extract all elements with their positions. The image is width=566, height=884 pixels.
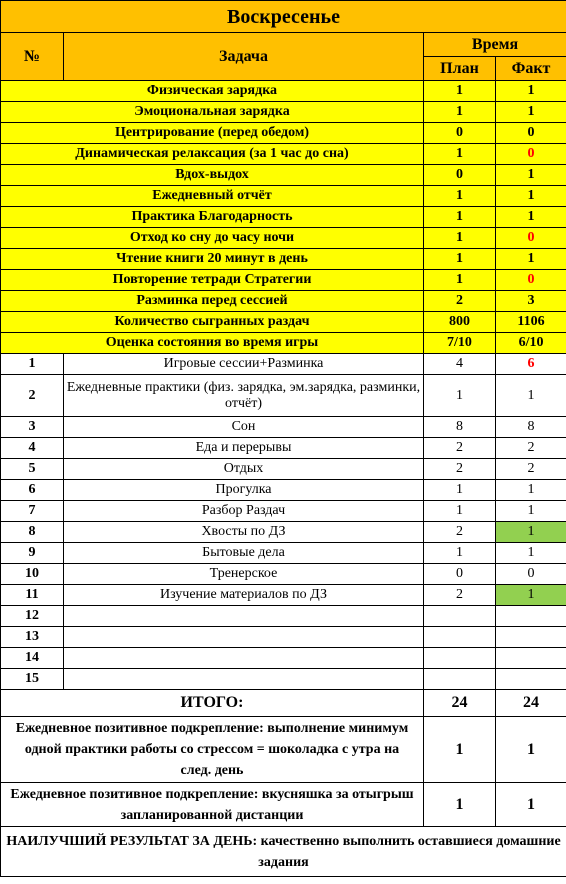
task-name: Ежедневные практики (физ. зарядка, эм.зарядка, разминки, отчёт) [64, 375, 424, 417]
practice-plan: 1 [424, 270, 496, 291]
task-row [1, 354, 566, 375]
practice-fact: 0 [496, 144, 566, 165]
task-number: 8 [1, 522, 64, 543]
task-plan: 2 [424, 585, 496, 606]
task-plan: 1 [424, 375, 496, 417]
practice-fact: 1 [496, 249, 566, 270]
task-plan: 0 [424, 564, 496, 585]
reward-text: Ежедневное позитивное подкрепление: выполнение минимум одной практики работы со стрессом = шоколадка с утра на след. день [1, 717, 424, 783]
practice-task: Повторение тетради Стратегии [1, 270, 424, 291]
practice-plan: 2 [424, 291, 496, 312]
practice-fact: 1 [496, 186, 566, 207]
task-name [64, 669, 424, 690]
task-name: Разбор Раздач [64, 501, 424, 522]
practice-row [1, 228, 566, 249]
task-number: 2 [1, 375, 64, 417]
practice-row [1, 186, 566, 207]
task-number: 10 [1, 564, 64, 585]
task-row [1, 543, 566, 564]
practice-plan: 1 [424, 102, 496, 123]
practice-row [1, 81, 566, 102]
best-result-cell [1, 827, 566, 877]
practice-task: Разминка перед сессией [1, 291, 424, 312]
task-number: 12 [1, 606, 64, 627]
task-row [1, 564, 566, 585]
task-fact: 8 [496, 417, 566, 438]
task-fact: 1 [496, 585, 566, 606]
task-name [64, 606, 424, 627]
best-result-row [1, 827, 566, 877]
task-row [1, 480, 566, 501]
practice-fact: 1 [496, 81, 566, 102]
practice-fact: 6/10 [496, 333, 566, 354]
task-plan [424, 648, 496, 669]
task-row [1, 522, 566, 543]
total-label: ИТОГО: [1, 690, 424, 717]
practice-row [1, 207, 566, 228]
practice-task: Ежедневный отчёт [1, 186, 424, 207]
practice-row [1, 165, 566, 186]
task-name: Игровые сессии+Разминка [64, 354, 424, 375]
task-fact [496, 606, 566, 627]
practice-row [1, 333, 566, 354]
task-row [1, 627, 566, 648]
task-row [1, 375, 566, 417]
task-fact: 2 [496, 438, 566, 459]
practice-plan: 1 [424, 186, 496, 207]
task-row [1, 417, 566, 438]
column-header-task: Задача [64, 33, 424, 81]
task-number: 6 [1, 480, 64, 501]
reward-row [1, 717, 566, 783]
task-number: 9 [1, 543, 64, 564]
task-fact [496, 627, 566, 648]
practice-plan: 0 [424, 123, 496, 144]
practice-fact: 0 [496, 123, 566, 144]
task-plan: 2 [424, 522, 496, 543]
practice-plan: 1 [424, 249, 496, 270]
practice-task: Вдох-выдох [1, 165, 424, 186]
practice-plan: 1 [424, 228, 496, 249]
task-name: Прогулка [64, 480, 424, 501]
task-fact: 1 [496, 480, 566, 501]
task-name: Сон [64, 417, 424, 438]
practice-row [1, 249, 566, 270]
task-row [1, 501, 566, 522]
practice-fact: 1 [496, 207, 566, 228]
column-header-plan: План [424, 57, 496, 81]
task-fact: 1 [496, 543, 566, 564]
task-number: 3 [1, 417, 64, 438]
task-number: 7 [1, 501, 64, 522]
task-plan [424, 606, 496, 627]
task-fact: 0 [496, 564, 566, 585]
practice-row [1, 144, 566, 165]
practice-task: Чтение книги 20 минут в день [1, 249, 424, 270]
task-row [1, 606, 566, 627]
total-plan: 24 [424, 690, 496, 717]
task-name: Бытовые дела [64, 543, 424, 564]
task-name [64, 648, 424, 669]
column-header-number: № [1, 33, 64, 81]
total-fact: 24 [496, 690, 566, 717]
practice-plan: 800 [424, 312, 496, 333]
task-fact: 1 [496, 375, 566, 417]
task-name: Отдых [64, 459, 424, 480]
task-plan [424, 627, 496, 648]
practice-fact: 0 [496, 228, 566, 249]
practice-task: Физическая зарядка [1, 81, 424, 102]
practice-task: Отход ко сну до часу ночи [1, 228, 424, 249]
task-fact: 1 [496, 501, 566, 522]
task-number: 15 [1, 669, 64, 690]
task-row [1, 438, 566, 459]
practice-row [1, 270, 566, 291]
best-result-label: НАИЛУЧШИЙ РЕЗУЛЬТАТ ЗА ДЕНЬ: [6, 833, 258, 849]
task-number: 5 [1, 459, 64, 480]
reward-plan: 1 [424, 717, 496, 783]
task-plan [424, 669, 496, 690]
practice-task: Количество сыгранных раздач [1, 312, 424, 333]
practice-fact: 1 [496, 102, 566, 123]
practice-row [1, 123, 566, 144]
task-fact: 6 [496, 354, 566, 375]
task-number: 14 [1, 648, 64, 669]
practice-fact: 0 [496, 270, 566, 291]
task-plan: 1 [424, 480, 496, 501]
task-name: Тренерское [64, 564, 424, 585]
total-row [1, 690, 566, 717]
practice-fact: 1106 [496, 312, 566, 333]
reward-row [1, 783, 566, 827]
task-row [1, 585, 566, 606]
task-plan: 1 [424, 501, 496, 522]
task-name: Хвосты по ДЗ [64, 522, 424, 543]
task-row [1, 669, 566, 690]
practice-plan: 7/10 [424, 333, 496, 354]
practice-task: Динамическая релаксация (за 1 час до сна) [1, 144, 424, 165]
task-plan: 4 [424, 354, 496, 375]
practice-task: Эмоциональная зарядка [1, 102, 424, 123]
task-plan: 2 [424, 438, 496, 459]
practice-plan: 1 [424, 207, 496, 228]
task-plan: 8 [424, 417, 496, 438]
column-header-fact: Факт [496, 57, 566, 81]
column-header-time: Время [424, 33, 566, 57]
practice-row [1, 312, 566, 333]
reward-fact: 1 [496, 783, 566, 827]
reward-plan: 1 [424, 783, 496, 827]
task-plan: 1 [424, 543, 496, 564]
task-number: 11 [1, 585, 64, 606]
task-fact: 2 [496, 459, 566, 480]
day-title: Воскресенье [1, 1, 566, 33]
practice-fact: 3 [496, 291, 566, 312]
task-name [64, 627, 424, 648]
practice-task: Центрирование (перед обедом) [1, 123, 424, 144]
practice-row [1, 291, 566, 312]
task-number: 4 [1, 438, 64, 459]
best-result-text: качественно выполнить оставшиеся домашние задания [257, 833, 561, 870]
practice-plan: 1 [424, 81, 496, 102]
task-row [1, 648, 566, 669]
task-name: Еда и перерывы [64, 438, 424, 459]
task-number: 13 [1, 627, 64, 648]
task-name: Изучение материалов по ДЗ [64, 585, 424, 606]
practice-fact: 1 [496, 165, 566, 186]
task-fact [496, 669, 566, 690]
task-fact [496, 648, 566, 669]
reward-fact: 1 [496, 717, 566, 783]
task-row [1, 459, 566, 480]
practice-row [1, 102, 566, 123]
task-plan: 2 [424, 459, 496, 480]
task-fact: 1 [496, 522, 566, 543]
practice-plan: 1 [424, 144, 496, 165]
practice-task: Оценка состояния во время игры [1, 333, 424, 354]
reward-text: Ежедневное позитивное подкрепление: вкусняшка за отыгрыш запланированной дистанции [1, 783, 424, 827]
practice-task: Практика Благодарность [1, 207, 424, 228]
task-number: 1 [1, 354, 64, 375]
practice-plan: 0 [424, 165, 496, 186]
